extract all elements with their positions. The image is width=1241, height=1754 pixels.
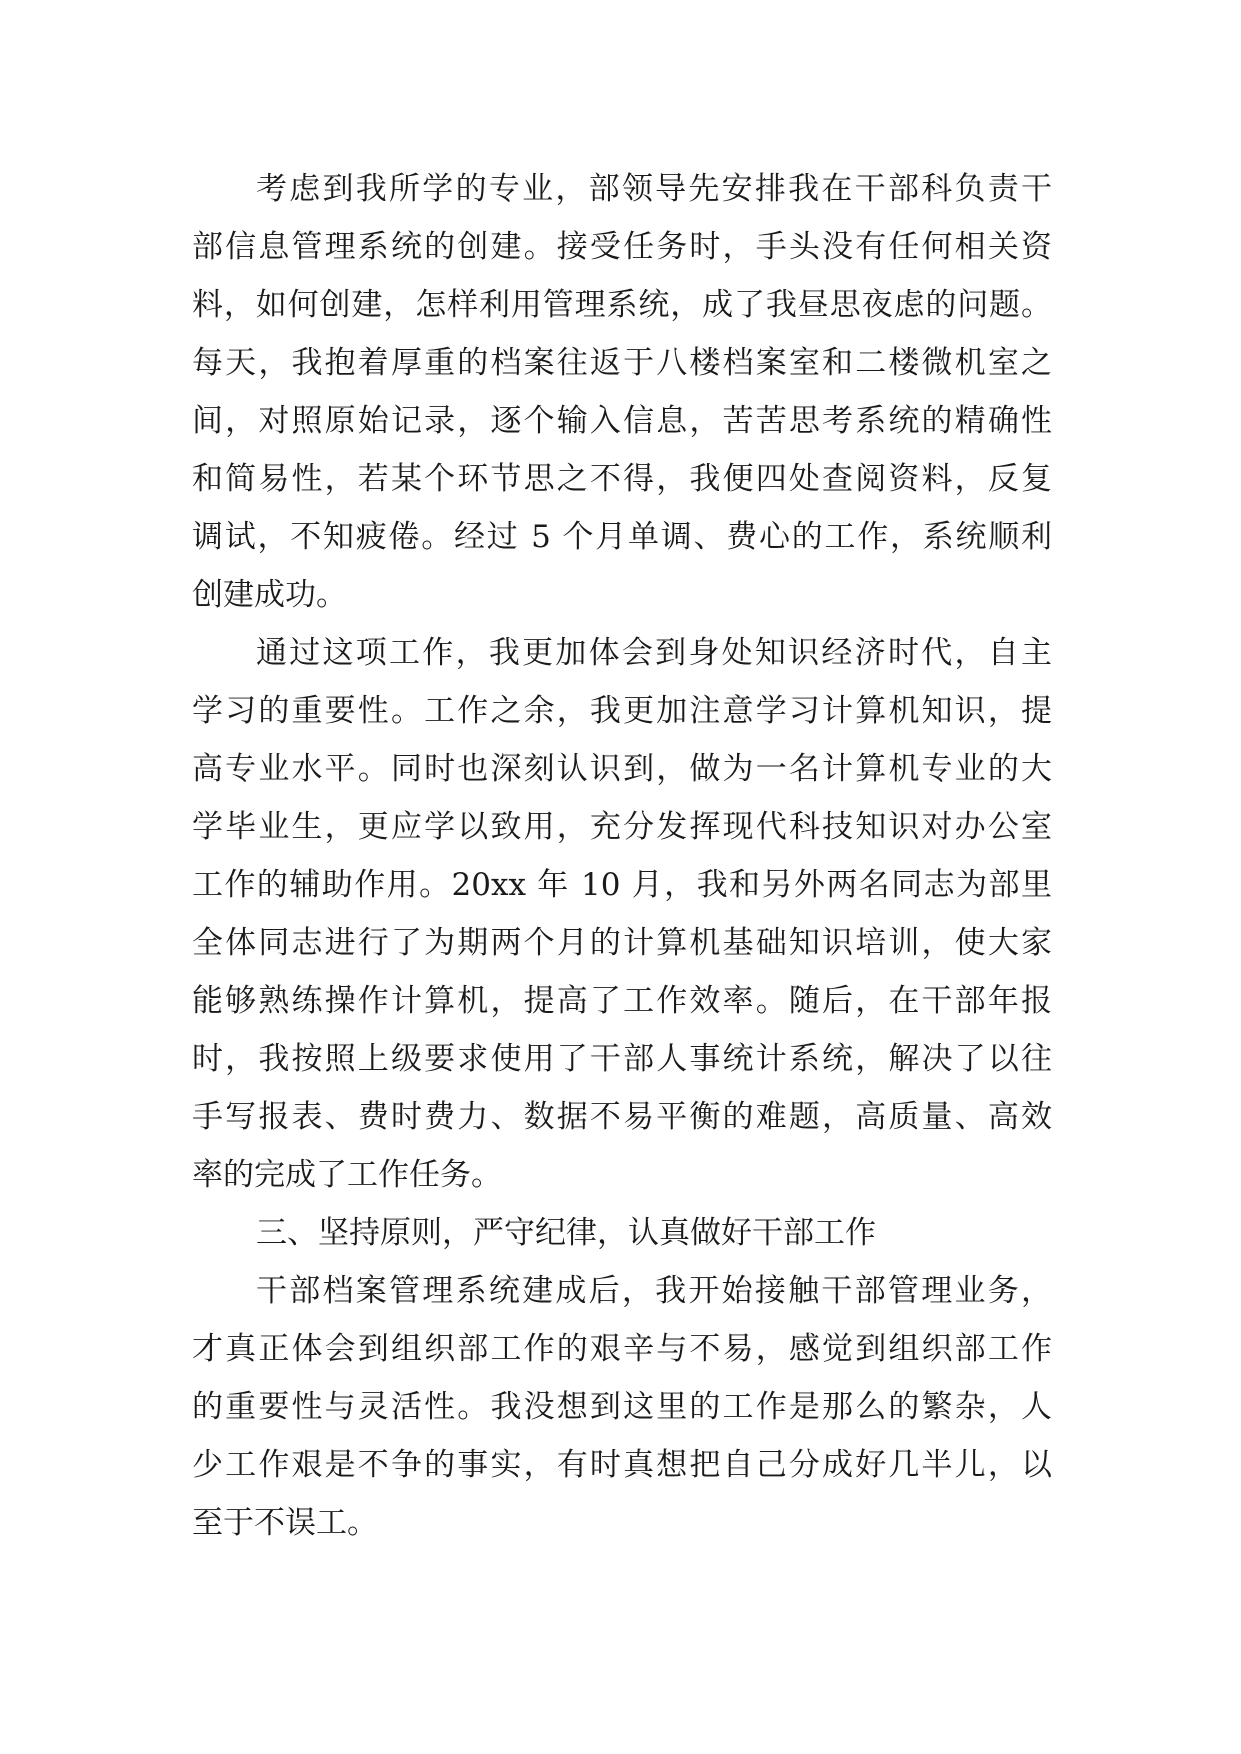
text-line: 调试，不知疲倦。经过 5 个月单调、费心的工作，系统顺利: [192, 519, 1052, 555]
text-line: 率的完成了工作任务。: [192, 1157, 502, 1193]
paragraph: [192, 1262, 1052, 1552]
text-line: 才真正体会到组织部工作的艰辛与不易，感觉到组织部工作: [192, 1331, 1052, 1367]
text-line: 间，对照原始记录，逐个输入信息，苦苦思考系统的精确性: [192, 403, 1052, 439]
text-line: 料，如何创建，怎样利用管理系统，成了我昼思夜虑的问题。: [192, 287, 1052, 323]
text-line: 干部档案管理系统建成后，我开始接触干部管理业务，: [256, 1273, 1052, 1309]
document-body: [192, 160, 1052, 1552]
text-line: 每天，我抱着厚重的档案往返于八楼档案室和二楼微机室之: [192, 345, 1052, 381]
text-line: 部信息管理系统的创建。接受任务时，手头没有任何相关资: [192, 229, 1052, 265]
text-line: 高专业水平。同时也深刻认识到，做为一名计算机专业的大: [192, 751, 1052, 787]
text-line: 创建成功。: [192, 577, 347, 613]
text-line: 全体同志进行了为期两个月的计算机基础知识培训，使大家: [192, 925, 1052, 961]
text-line: 学毕业生，更应学以致用，充分发挥现代科技知识对办公室: [192, 809, 1052, 845]
text-line: 能够熟练操作计算机，提高了工作效率。随后，在干部年报: [192, 983, 1052, 1019]
text-line: 学习的重要性。工作之余，我更加注意学习计算机知识，提: [192, 693, 1052, 729]
section-heading: [192, 1204, 1052, 1262]
text-line: 手写报表、费时费力、数据不易平衡的难题，高质量、高效: [192, 1099, 1052, 1135]
text-line: 工作的辅助作用。20xx 年 10 月，我和另外两名同志为部里: [192, 867, 1052, 903]
paragraph: [192, 160, 1052, 624]
text-line: 的重要性与灵活性。我没想到这里的工作是那么的繁杂，人: [192, 1389, 1052, 1425]
heading-text: 三、坚持原则，严守纪律，认真做好干部工作: [256, 1215, 876, 1251]
text-line: 通过这项工作，我更加体会到身处知识经济时代，自主: [256, 635, 1052, 671]
text-line: 和简易性，若某个环节思之不得，我便四处查阅资料，反复: [192, 461, 1052, 497]
text-line: 少工作艰是不争的事实，有时真想把自己分成好几半儿，以: [192, 1447, 1052, 1483]
text-line: 考虑到我所学的专业，部领导先安排我在干部科负责干: [256, 171, 1052, 207]
text-line: 至于不误工。: [192, 1505, 378, 1541]
text-line: 时，我按照上级要求使用了干部人事统计系统，解决了以往: [192, 1041, 1052, 1077]
paragraph: [192, 624, 1052, 1204]
